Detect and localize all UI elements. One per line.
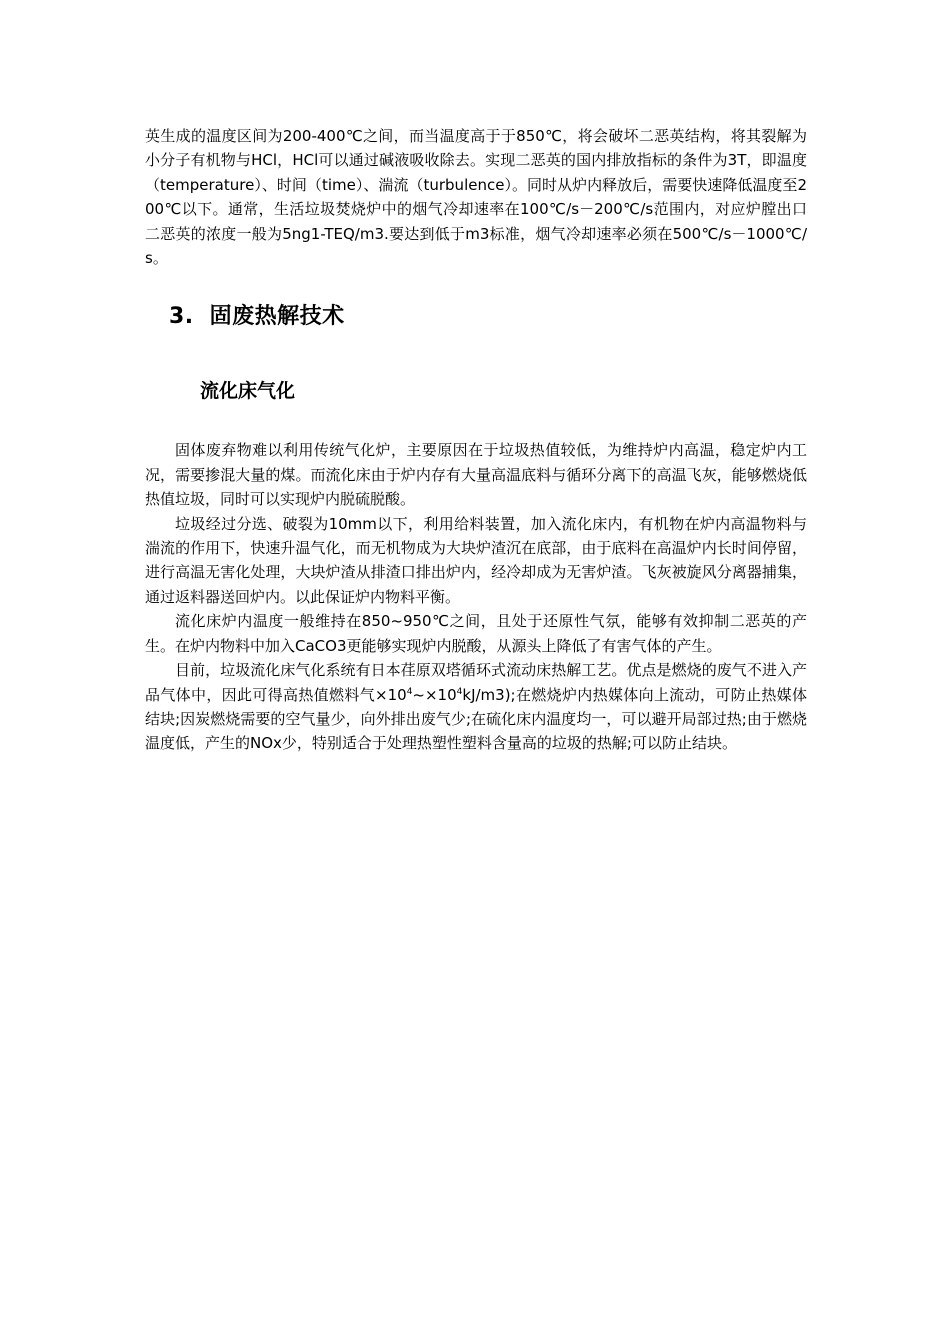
superscript-exponent-1: 4 xyxy=(406,686,413,697)
section-body xyxy=(145,438,807,755)
document-content xyxy=(145,124,807,756)
superscript-exponent-2: 4 xyxy=(456,686,463,697)
paragraph-4-part-3: kJ/m3);在燃烧炉内热媒体向上流动，可防止热媒体结块;因炭燃烧需要的空气量少，向外排出废气少;在硫化床内温度均一，可以避开局部过热;由于燃烧温度低，产生的NOx少，特别适合于处理热塑性塑料含量高的垃圾的热解;可以防止结块。 xyxy=(145,685,807,753)
body-paragraph-1: 固体废弃物难以利用传统气化炉，主要原因在于垃圾热值较低，为维持炉内高温，稳定炉内工况，需要掺混大量的煤。而流化床由于炉内存有大量高温底料与循环分离下的高温飞灰，能够燃烧低热值垃圾，同时可以实现炉内脱硫脱酸。 xyxy=(145,441,807,509)
paragraph-4-part-2: ~×10 xyxy=(412,685,457,704)
intro-paragraph: 英生成的温度区间为200-400℃之间，而当温度高于于850℃，将会破坏二恶英结构，将其裂解为小分子有机物与HCl，HCl可以通过碱液吸收除去。实现二恶英的国内排放指标的条件为3T，即温度（temperature）、时间（time）、湍流（turbulence）。同时从炉内释放后，需要快速降低温度至200℃以下。通常，生活垃圾焚烧炉中的烟气冷却速率在100℃/s－200℃/s范围内，对应炉膛出口二恶英的浓度一般为5ng1-TEQ/m3.要达到低于m3标准，烟气冷却速率必须在500℃/s－1000℃/s。 xyxy=(145,127,807,268)
subsection-heading: 流化床气化 xyxy=(200,380,296,403)
section-heading xyxy=(169,302,807,332)
section-number: 3. xyxy=(169,304,194,330)
section-title: 固废热解技术 xyxy=(209,304,345,330)
body-paragraph-4 xyxy=(145,658,807,756)
body-paragraph-2: 垃圾经过分选、破裂为10mm以下，利用给料装置，加入流化床内，有机物在炉内高温物料与湍流的作用下，快速升温气化，而无机物成为大块炉渣沉在底部，由于底料在高温炉内长时间停留，进行高温无害化处理，大块炉渣从排渣口排出炉内，经冷却成为无害炉渣。飞灰被旋风分离器捕集，通过返料器送回炉内。以此保证炉内物料平衡。 xyxy=(145,514,807,606)
paragraph-4-part-1: 目前，垃圾流化床气化系统有日本荏原双塔循环式流动床热解工艺。优点是燃烧的废气不进入产品气体中，因此可得高热值燃料气×10 xyxy=(145,661,807,704)
body-paragraph-3: 流化床炉内温度一般维持在850~950℃之间，且处于还原性气氛，能够有效抑制二恶英的产生。在炉内物料中加入CaCO3更能够实现炉内脱酸，从源头上降低了有害气体的产生。 xyxy=(145,612,807,655)
